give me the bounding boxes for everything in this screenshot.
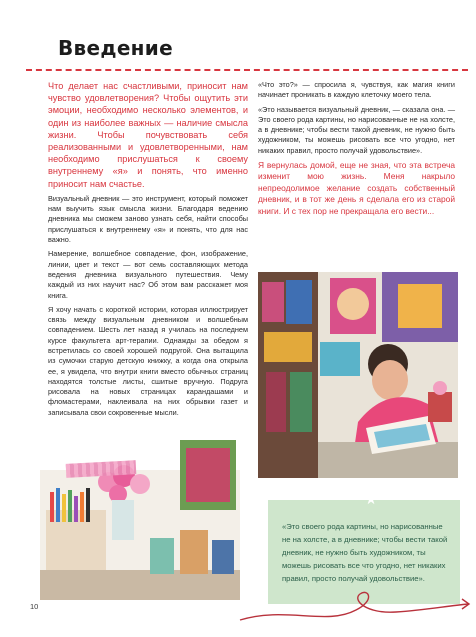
swirl-arrow-icon [236, 580, 476, 630]
lead-paragraph: Что делает нас счастливыми, приносит нам чувство удовлетворения? Чтобы ощутить эти эмоции, необходимо несколько элементов, и один из наиболее важных — наличие смысла жизни. Чтобы почувствовать себя реализованными и удовлетворенными, нам необходимо прислушаться к своему внутреннему «я» и понять, что именно приносит нам счастье. [48, 81, 248, 189]
body-paragraph: «Что это?» — спросила я, чувствуя, как магия книги начинает проникать в каждую клеточку моего тела. [258, 80, 455, 100]
art-supplies-photo [40, 430, 240, 600]
body-paragraph: «Это называется визуальный дневник, — сказала она. — Это своего рода картины, но нарисованные не на холсте, а в дневнике; чтобы вести такой дневник, не нужно быть художником, ты можешь рисовать все что угодно, нет никаких правил, просто получай удовольствие». [258, 104, 455, 155]
left-column [48, 80, 248, 422]
artist-photo [258, 272, 458, 478]
title-divider [26, 69, 468, 71]
page-number: 10 [30, 602, 39, 611]
body-paragraph: Намерение, волшебное совпадение, фон, изображение, линии, цвет и текст — вот семь составляющих метода ведения дневника визуального путешествия. Чему каждый из них научит нас? Об этом вам расскажет моя книга. [48, 249, 248, 300]
pull-quote: «Это своего рода картины, но нарисованные не на холсте, а в дневнике; чтобы вести такой дневник, не нужно быть художником, ты можешь рисовать все что угодно, нет никаких правил, просто получай удовольствие». [282, 522, 448, 583]
star-icon: ★ [364, 491, 378, 507]
right-column [258, 80, 455, 221]
page-title: Введение [58, 36, 173, 60]
highlight-paragraph: Я вернулась домой, еще не зная, что эта встреча изменит мою жизнь. Меня накрыло непреодолимое желание создать собственный дневник, и в тот же день я сделала его из старой книги. И с тех пор не прекращала его вести... [258, 160, 455, 216]
body-paragraph: Я хочу начать с короткой истории, которая иллюстрирует связь между визуальным дневником и волшебным совпадением. Шесть лет назад я училась на последнем курсе факультета арт-терапии. Однажды за обедом я встретилась со своей хорошей подругой. Она вытащила из сумочки старую детскую книжку, а когда она открыла ее, я увидела, что внутри книги вместо обычных страниц находятся толстые листы, сшитые вручную. Подруга рисовала на новых страницах карандашами и фломастерами, наклеивала на них обрывки газет и записывала свои сокровенные мысли. [48, 304, 248, 417]
body-paragraph: Визуальный дневник — это инструмент, который поможет нам выучить язык смысла жизни. Благодаря ведению дневника мы сможем заново узнать себя, найти способы прислушаться к внутреннему «я» и понять, что для нас важно. [48, 193, 248, 245]
